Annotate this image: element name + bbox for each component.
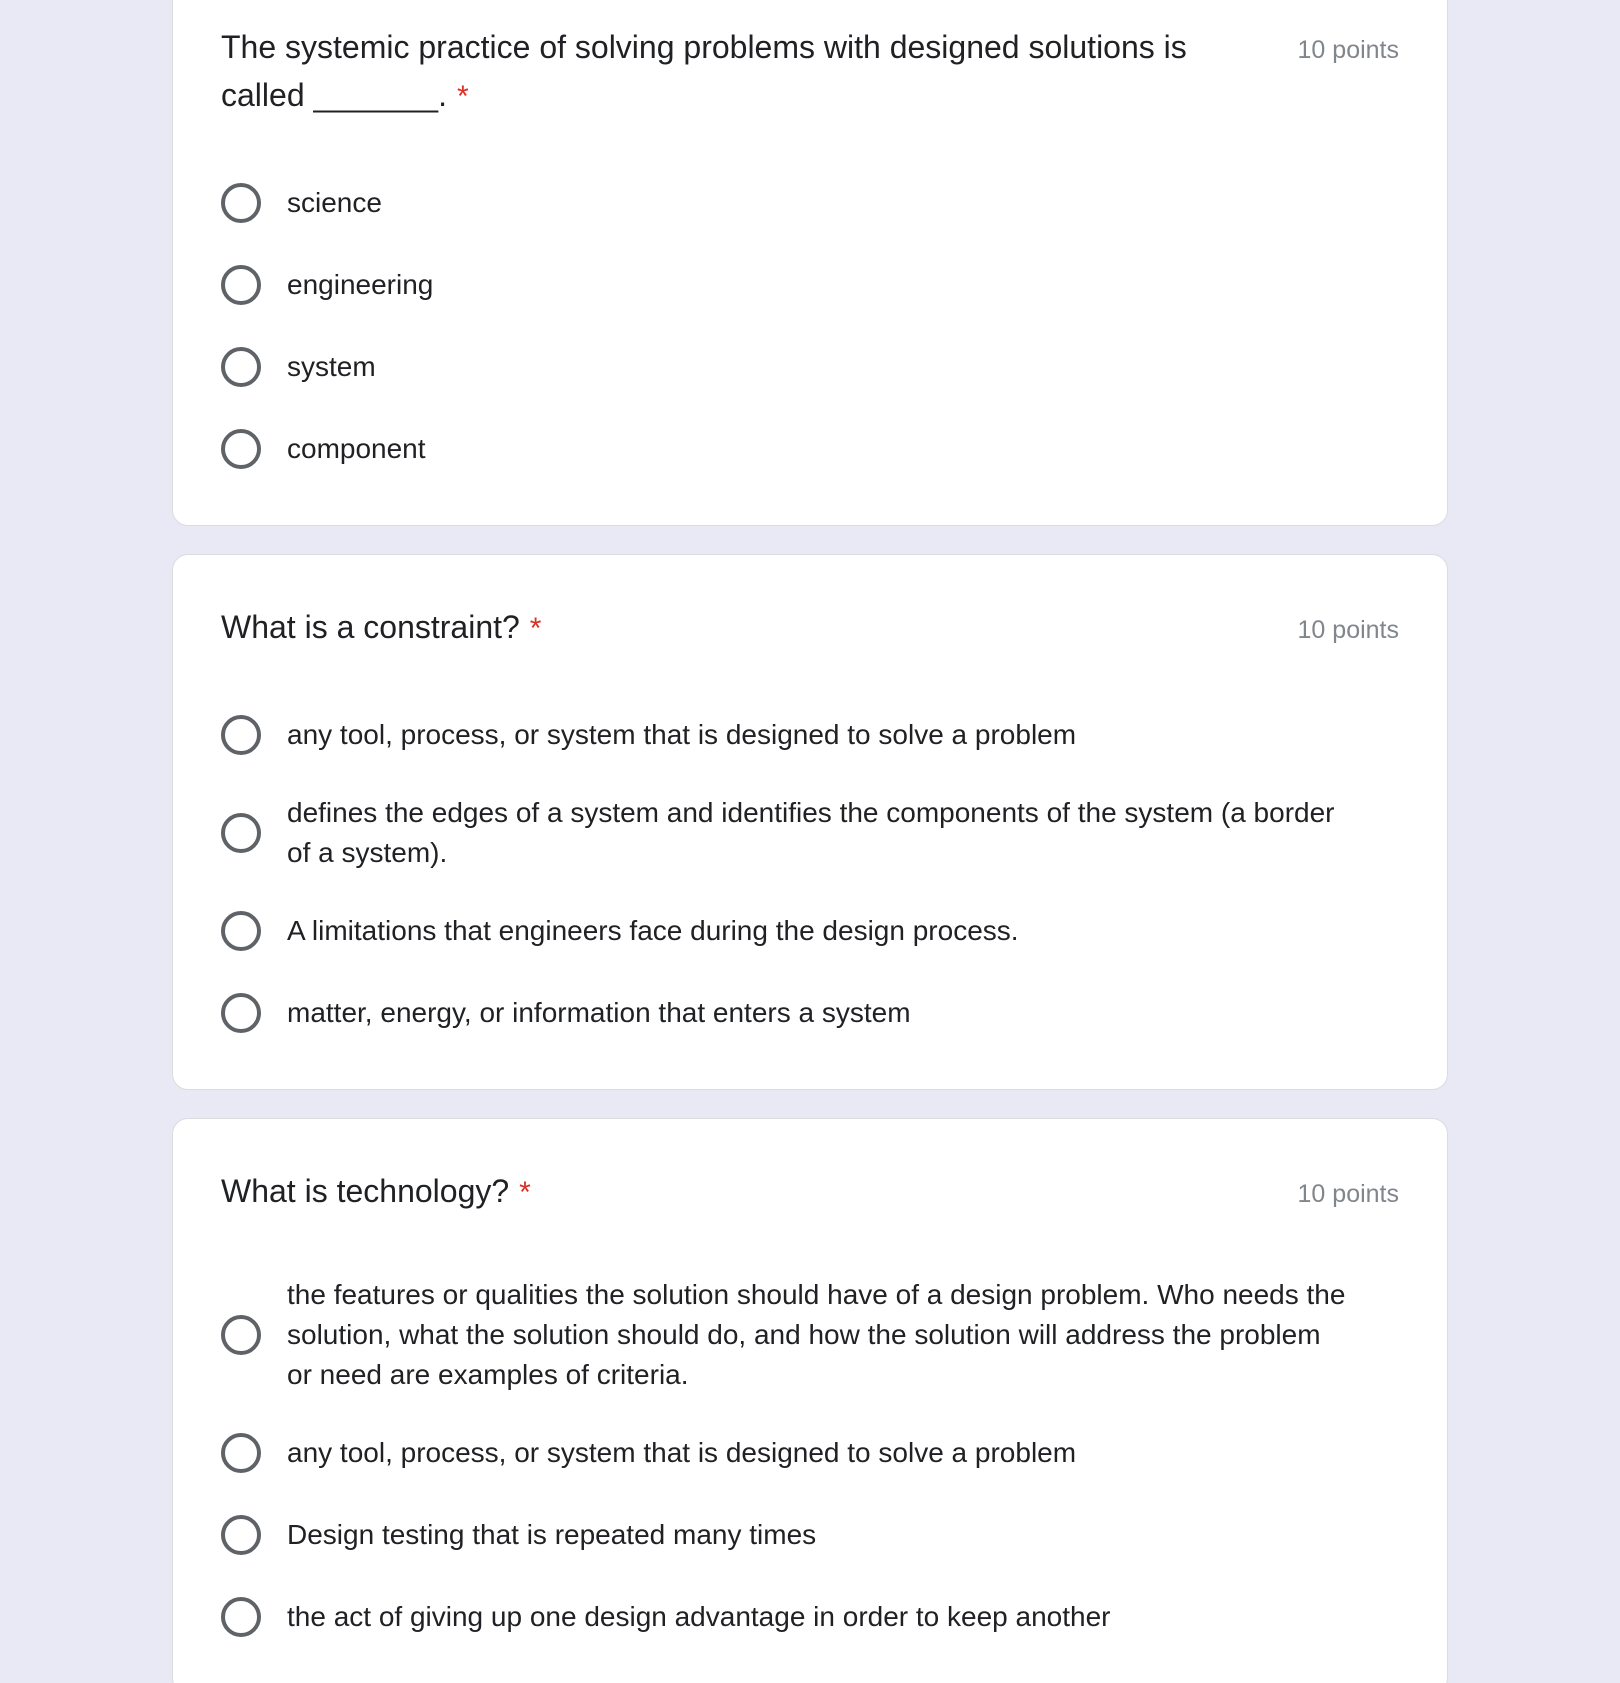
option-label[interactable]: any tool, process, or system that is designed to solve a problem	[287, 1437, 1077, 1468]
radio-button-icon[interactable]	[221, 911, 261, 951]
radio-option[interactable]	[221, 1429, 1399, 1477]
question-card	[172, 0, 1448, 526]
option-label[interactable]: matter, energy, or information that enters a system	[287, 997, 911, 1028]
radio-option[interactable]	[221, 425, 1399, 473]
option-label[interactable]: component	[287, 433, 426, 464]
radio-button-icon[interactable]	[221, 183, 261, 223]
radio-option[interactable]	[221, 179, 1399, 227]
radio-button-icon[interactable]	[221, 1597, 261, 1637]
question-title	[221, 23, 1221, 121]
option-label[interactable]: Design testing that is repeated many times	[287, 1519, 817, 1550]
radio-option[interactable]	[221, 1593, 1399, 1641]
option-label[interactable]: defines the edges of a system and identifies the components of the system (a border of a system).	[287, 797, 1335, 868]
radio-option[interactable]	[221, 261, 1399, 309]
radio-option[interactable]	[221, 343, 1399, 391]
radio-option[interactable]	[221, 989, 1399, 1037]
points-label: 10 points	[1297, 36, 1399, 64]
question-title	[221, 603, 1221, 653]
options-list	[221, 1275, 1399, 1641]
question-text: What is technology?	[221, 1173, 510, 1209]
option-label[interactable]: A limitations that engineers face during the design process.	[287, 915, 1019, 946]
required-asterisk: *	[519, 1176, 531, 1209]
question-header	[221, 1167, 1399, 1217]
radio-button-icon[interactable]	[221, 813, 261, 853]
option-label[interactable]: science	[287, 187, 382, 218]
points-label: 10 points	[1297, 616, 1399, 644]
radio-button-icon[interactable]	[221, 429, 261, 469]
question-header	[221, 23, 1399, 121]
question-card	[172, 1118, 1448, 1683]
required-asterisk: *	[456, 80, 469, 113]
option-label[interactable]: the features or qualities the solution should have of a design problem. Who needs the solution, what the solution should do, and how the solution will address the problem or need are examples of criteria.	[287, 1279, 1346, 1390]
radio-button-icon[interactable]	[221, 1515, 261, 1555]
radio-button-icon[interactable]	[221, 347, 261, 387]
question-card-list	[172, 0, 1448, 1683]
radio-option[interactable]	[221, 1511, 1399, 1559]
radio-option[interactable]	[221, 793, 1399, 873]
radio-button-icon[interactable]	[221, 265, 261, 305]
radio-option[interactable]	[221, 711, 1399, 759]
options-list	[221, 711, 1399, 1037]
radio-button-icon[interactable]	[221, 1315, 261, 1355]
question-text: What is a constraint?	[221, 609, 520, 645]
radio-option[interactable]	[221, 907, 1399, 955]
radio-button-icon[interactable]	[221, 1433, 261, 1473]
option-label[interactable]: engineering	[287, 269, 434, 300]
option-label[interactable]: the act of giving up one design advantage in order to keep another	[287, 1601, 1111, 1632]
question-card	[172, 554, 1448, 1090]
question-title	[221, 1167, 1221, 1217]
radio-button-icon[interactable]	[221, 715, 261, 755]
radio-option[interactable]	[221, 1275, 1399, 1395]
radio-button-icon[interactable]	[221, 993, 261, 1033]
option-label[interactable]: any tool, process, or system that is designed to solve a problem	[287, 719, 1077, 750]
option-label[interactable]: system	[287, 351, 376, 382]
options-list	[221, 179, 1399, 473]
question-text: The systemic practice of solving problems with designed solutions is called _______.	[221, 29, 1187, 113]
question-header	[221, 603, 1399, 653]
points-label: 10 points	[1297, 1180, 1399, 1208]
required-asterisk: *	[529, 612, 542, 645]
